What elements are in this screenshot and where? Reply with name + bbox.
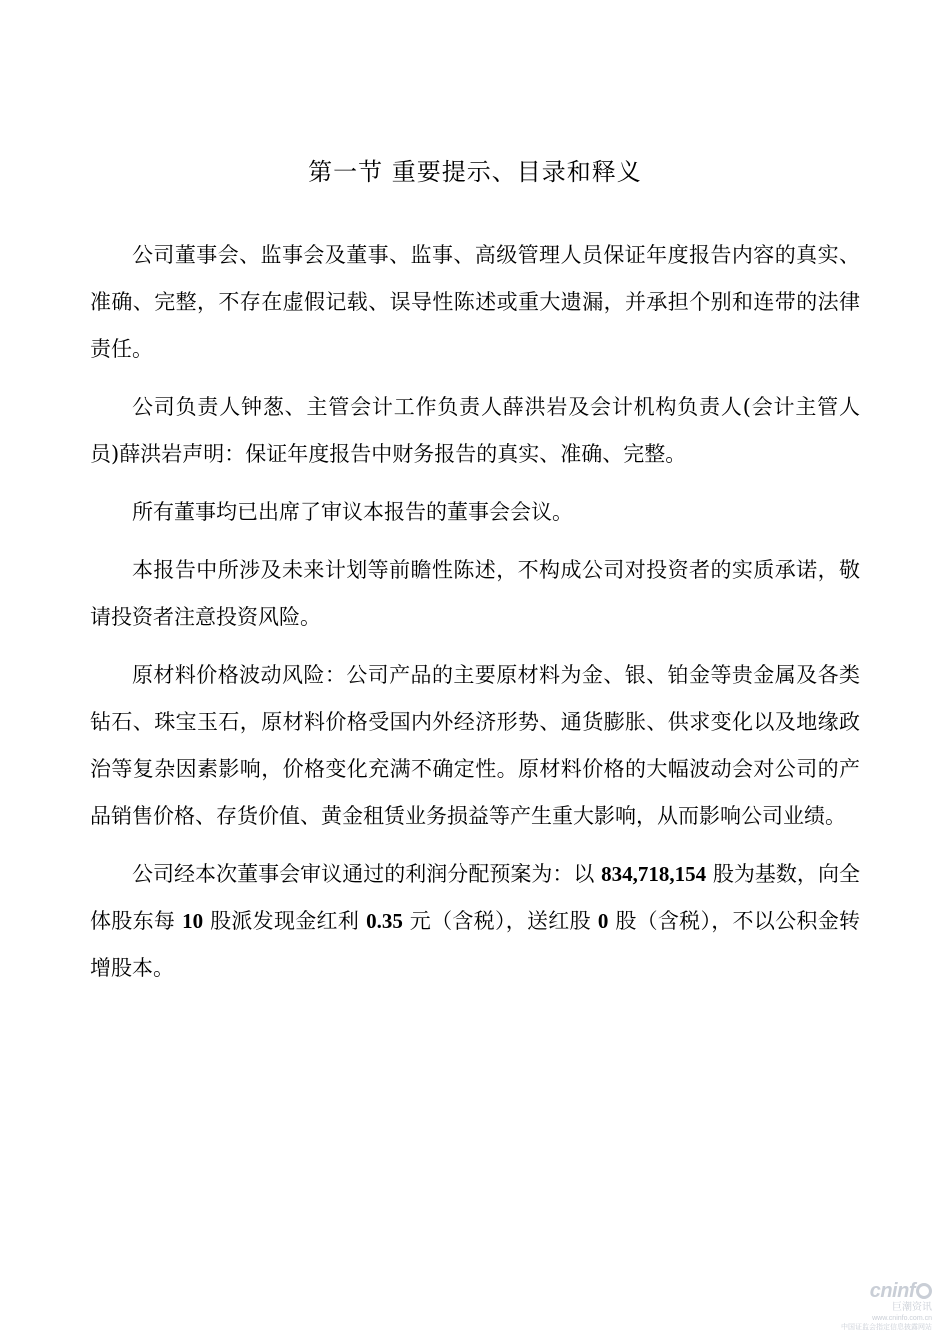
paragraph-board-attendance: 所有董事均已出席了审议本报告的董事会会议。 — [132, 500, 573, 524]
cninfo-footer: 中国证监会指定信息披露网站 — [841, 1324, 932, 1331]
dividend-text-2: 股为基数，向全体股东每 — [90, 862, 860, 933]
cninfo-watermark — [832, 1280, 932, 1338]
document-body — [90, 232, 860, 1003]
cninfo-url: www.cninfo.com.cn — [872, 1315, 932, 1322]
cninfo-logo-text: cninf — [869, 1280, 915, 1302]
dividend-text-5: 股（含税），不以公积金转增股本。 — [90, 909, 860, 980]
paragraph-forward-looking-statement: 本报告中所涉及未来计划等前瞻性陈述，不构成公司对投资者的实质承诺，敬请投资者注意投资风险。 — [90, 558, 860, 629]
dividend-text-3: 股派发现金红利 — [203, 909, 367, 933]
dividend-per-shares: 10 — [182, 909, 204, 933]
dividend-text-4: 元（含税），送红股 — [402, 909, 598, 933]
paragraph-raw-material-risk: 原材料价格波动风险：公司产品的主要原材料为金、银、铂金等贵金属及各类钻石、珠宝玉石，原材料价格受国内外经济形势、通货膨胀、供求变化以及地缘政治等复杂因素影响，价格变化充满不确定性。原材料价格的大幅波动会对公司的产品销售价格、存货价值、黄金租赁业务损益等产生重大影响，从而影响公司业绩。 — [90, 663, 860, 828]
cninfo-subtitle: 巨潮资讯 — [892, 1302, 932, 1313]
paragraph-responsibility-statement: 公司董事会、监事会及董事、监事、高级管理人员保证年度报告内容的真实、准确、完整，不存在虚假记载、误导性陈述或重大遗漏，并承担个别和连带的法律责任。 — [90, 243, 860, 361]
dividend-cash-amount: 0.35 — [366, 909, 403, 933]
paragraph-financial-declaration: 公司负责人钟葱、主管会计工作负责人薛洪岩及会计机构负责人(会计主管人员)薛洪岩声明：保证年度报告中财务报告的真实、准确、完整。 — [90, 395, 860, 466]
dividend-bonus-shares: 0 — [597, 909, 609, 933]
dividend-base-shares: 834,718,154 — [601, 862, 707, 886]
cninfo-swirl-icon — [916, 1283, 932, 1299]
dividend-text-1: 公司经本次董事会审议通过的利润分配预案为：以 — [132, 862, 602, 886]
cninfo-logo — [832, 1280, 932, 1302]
paragraph-dividend-plan — [90, 851, 860, 992]
section-title: 第一节 重要提示、目录和释义 — [308, 158, 642, 186]
